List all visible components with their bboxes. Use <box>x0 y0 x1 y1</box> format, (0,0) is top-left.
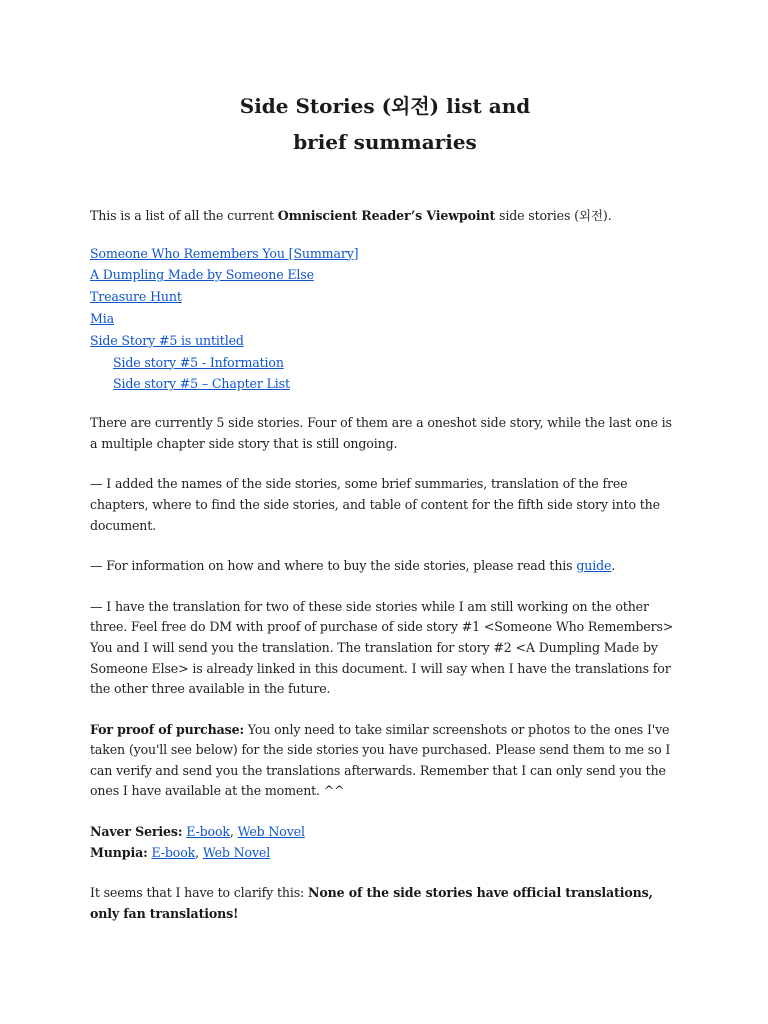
store-name: Naver Series: <box>90 824 183 840</box>
link-mia[interactable]: Mia <box>90 310 114 326</box>
munpia-ebook-link[interactable]: E-book <box>151 844 196 860</box>
store-separator: , <box>195 844 203 860</box>
paragraph-clarification <box>90 883 680 924</box>
document-page <box>90 88 680 944</box>
munpia-web-novel-link[interactable]: Web Novel <box>202 844 271 860</box>
document-title <box>90 88 680 160</box>
intro-paragraph <box>90 206 680 227</box>
intro-text-before: This is a list of all the current <box>90 208 278 223</box>
intro-text-after: side stories (외전). <box>495 208 612 223</box>
link-row <box>90 308 680 330</box>
clarify-text-before: It seems that I have to clarify this: <box>90 885 308 901</box>
link-row <box>90 264 680 286</box>
link-dumpling[interactable]: A Dumpling Made by Someone Else <box>90 267 314 283</box>
link-row-indented <box>90 352 680 374</box>
store-separator: , <box>229 824 238 840</box>
store-name: Munpia: <box>90 844 148 860</box>
paragraph-added-info: — I added the names of the side stories, some brief summaries, translation of the free chapters, where to find the side stories, and table of content for the fifth side story into the document. <box>90 476 660 533</box>
title-line-2: brief summaries <box>293 130 477 154</box>
link-side-story-5[interactable]: Side Story #5 is untitled <box>90 332 244 348</box>
link-row <box>90 330 680 352</box>
paragraph-translations: — I have the translation for two of these side stories while I am still working on the other three. Feel free do DM with proof of purchase of side story #1 <Someone Who Remembers> You and I will send you the translation. The translation for story #2 <A Dumpling Made by Someone Else> is already linked in this document. I will say when I have the translations for the other three available in the future. <box>90 598 674 697</box>
link-someone-who-remembers-you[interactable]: Someone Who Remembers You [Summary] <box>90 245 359 261</box>
intro-bold-title: Omniscient Reader’s Viewpoint <box>277 208 496 223</box>
link-side-story-5-information[interactable]: Side story #5 - Information <box>113 354 284 370</box>
link-row <box>90 243 680 265</box>
link-row-indented <box>90 373 680 395</box>
guide-link[interactable]: guide <box>576 558 612 574</box>
proof-of-purchase-label: For proof of purchase: <box>90 721 244 737</box>
store-row-munpia <box>90 843 680 864</box>
paragraph-side-story-count: There are currently 5 side stories. Four of them are a oneshot side story, while the last one is a multiple chapter side story that is still ongoing. <box>90 415 672 451</box>
link-treasure-hunt[interactable]: Treasure Hunt <box>90 289 182 305</box>
paragraph-proof-of-purchase <box>90 720 680 802</box>
guide-text-before: — For information on how and where to buy the side stories, please read this <box>90 558 577 574</box>
store-row-naver <box>90 822 680 843</box>
naver-ebook-link[interactable]: E-book <box>186 824 230 840</box>
guide-text-after: . <box>611 558 616 574</box>
paragraph-buy-guide <box>90 556 680 577</box>
proof-of-purchase-text: You only need to take similar screenshots or photos to the ones I've taken (you'll see below) for the side stories you have purchased. Please send them to me so I can verify and send you the translations afterwards. Remember that I can only send you the ones I have available at the moment. ^^ <box>90 721 671 799</box>
title-line-1: Side Stories (외전) list and <box>239 94 531 118</box>
side-story-links <box>90 243 680 396</box>
link-side-story-5-chapter-list[interactable]: Side story #5 – Chapter List <box>113 376 290 392</box>
naver-web-novel-link[interactable]: Web Novel <box>237 824 305 840</box>
store-links <box>90 822 680 863</box>
link-row <box>90 286 680 308</box>
clarify-bold-text: None of the side stories have official translations, only fan translations! <box>90 885 653 921</box>
